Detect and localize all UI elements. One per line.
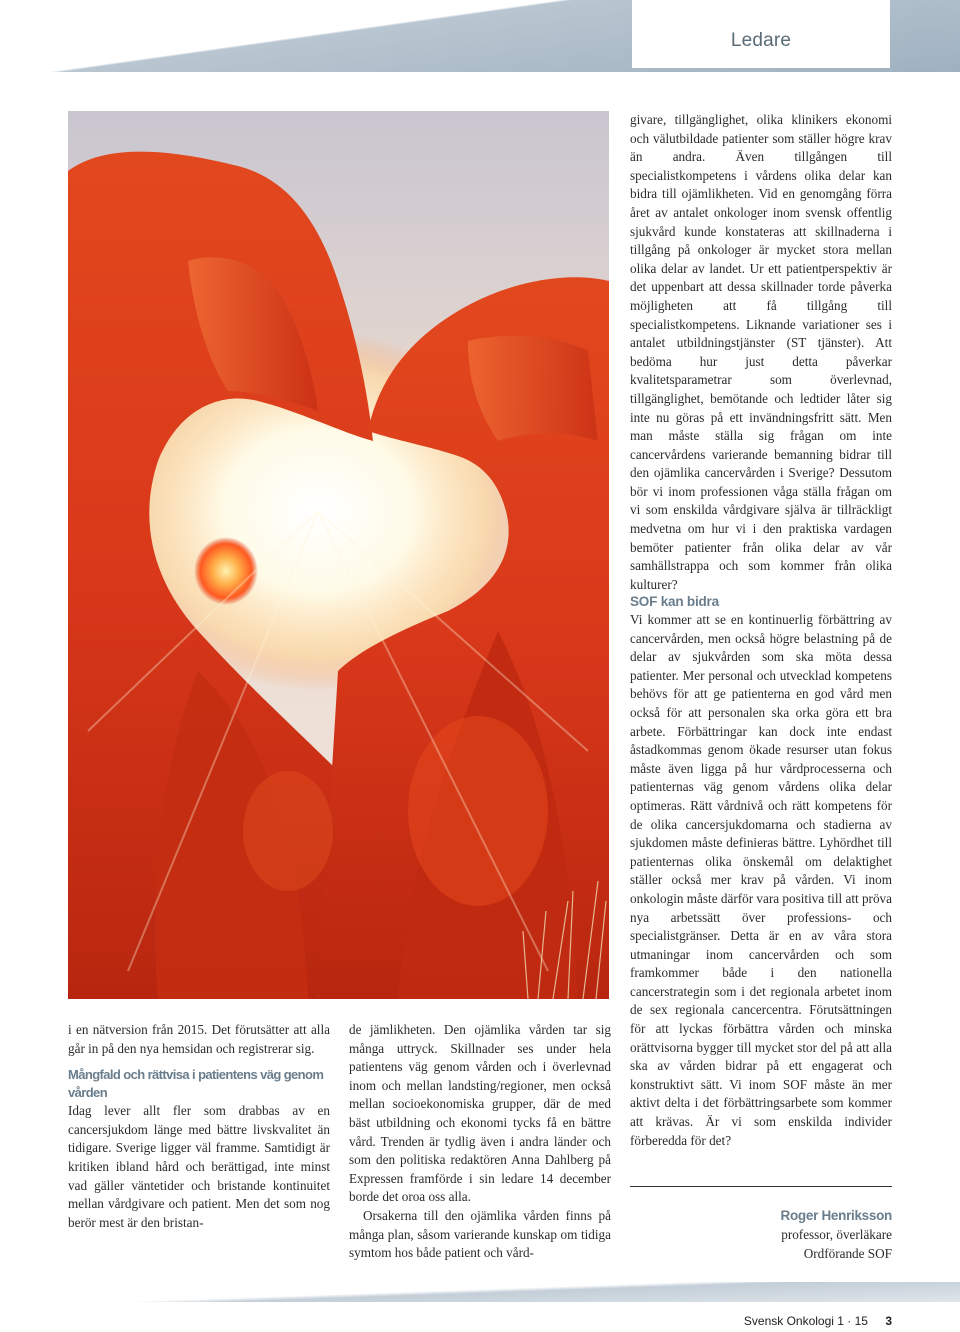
article-paragraph: Orsakerna till den ojämlika vården finns på många plan, såsom varierande kunskap om tidiga symtom hos både patient och vård-: [349, 1207, 611, 1261]
article-paragraph: givare, tillgänglighet, olika klinikers ekonomi och välutbildade patienter som ställer högre krav än andra. Även tillgången till specialistkompetens i vårdens olika delar kan bidra till ojämlikheten. Vid en genomgång förra året av antalet onkologer inom svensk offentlig sjukvård kunde konstateras att skillnaderna i tillgång på onkologer är mycket stora mellan olika delar av landet. Ur ett patientperspektiv är det uppenbart att dessa skillnader torde påverka möjligheten att få tillgång till specialistkompetens. Liknande variationer ses i antalet utbildningstjänster (ST tjänster). Att bedöma hur just detta påverkar kvalitetsparametrar som överlevnad, tillgänglighet, bemötande och ledtider låter sig inte nu göras på ett invändningsfritt sätt. Men man måste ställa sig frågan om inte cancervårdens varierande bemanning bidrar till den ojämlika cancervården i Sverige? Dessutom bör vi inom professionen våga ställa frågan om vi som enskilda vårdgivare själva är tillräckligt medvetna om hur vi i den praktiska vardagen bemöter patienter från olika delar av vår samhällstrappa och som kommer från olika kulturer?: [630, 112, 892, 592]
article-column-left: [68, 1021, 330, 1232]
section-label: Ledare: [632, 0, 890, 68]
footer-band: [0, 1282, 960, 1302]
article-column-right-top: [630, 111, 892, 594]
section-heading-sof: SOF kan bidra: [630, 594, 719, 609]
signature-title: professor, överläkare: [781, 1227, 892, 1242]
article-column-middle: [349, 1021, 611, 1263]
article-paragraph: Idag lever allt fler som drabbas av en cancersjukdom länge med bättre livskvalitet än tidigare. Sverige ligger väl framme. Samtidigt är kritiken ibland hård och berättigad, inte minst vad gäller väntetider och bristande kontinuitet mellan vårdgivare och patient. Men det som nog berör mest är den bristan-: [68, 1103, 330, 1230]
article-column-right-bottom: [630, 593, 892, 1150]
page-number: 3: [885, 1314, 892, 1328]
article-paragraph: i en nätversion från 2015. Det förutsätter att alla går in på den nya hemsidan och registrerar sig.: [68, 1022, 330, 1056]
article-paragraph: Vi kommer att se en kontinuerlig förbättring av cancervården, men också högre belastning på de delar av sjukvården som ska möta dessa patienter. Mer personal och utvecklad kompetens behövs för att ge patienterna en god vård men också för att personalen ska orka göra ett bra arbete. Förbättringar kan dock inte endast åstadkommas genom ökade resurser utan fokus måste även ligga på hur vårdprocesserna och patienternas väg genom vårdens olika delar optimeras. Rätt vårdnivå och rätt kompetens för de olika cancersjukdomarna och stadierna av sjukdomen måste definieras bättre. Lyhördhet till patienternas olika önskemål om delaktighet ställer också mer krav på vården. Vi inom onkologin måste därför vara positiva till att pröva nya arbetssätt över professions- och specialistgränser. Detta är en av våra stora utmaningar inom cancervården och som framkommer både i den nationella cancerstrategin som i det regionala arbetet inom de sex regionala cancercentra. Förutsättningen för att lyckas förbättra vården och minska orättvisorna bygger till mycket stor del på att alla ska av vården bidrar på ett engagerat och konstruktivt sätt. Vi inom SOF måste än mer aktivt delta i det förbättringsarbete som kommer att krävas. Är vi som enskilda individer förberedda för det?: [630, 612, 892, 1148]
heart-hands-photo: [68, 111, 609, 999]
page-footer: [630, 1314, 892, 1332]
signature-name: Roger Henriksson: [780, 1208, 892, 1223]
heart-hands-sunlight-icon: [68, 111, 609, 999]
article-paragraph: de jämlikheten. Den ojämlika vården tar sig många uttryck. Skillnader ses under hela patientens väg genom vården och i överlevnad inom och mellan landsting/regioner, men också mellan socioekonomiska grupper, där de med bäst utbildning och ekonomi tycks få en bättre vård. Trenden är tydlig även i andra länder och som den politiska redaktören Anna Dahlberg på Expressen framförde i sin ledare 14 december borde det oroa oss alla.: [349, 1022, 611, 1205]
issue-number: 1 · 15: [837, 1314, 868, 1328]
section-heading-mangfald: Mångfald och rättvisa i patientens väg genom vården: [68, 1067, 324, 1101]
publication-name: Svensk Onkologi: [743, 1314, 834, 1328]
signature-block: [630, 1206, 892, 1263]
signature-role: Ordförande SOF: [803, 1246, 892, 1261]
signature-divider: [630, 1186, 892, 1187]
